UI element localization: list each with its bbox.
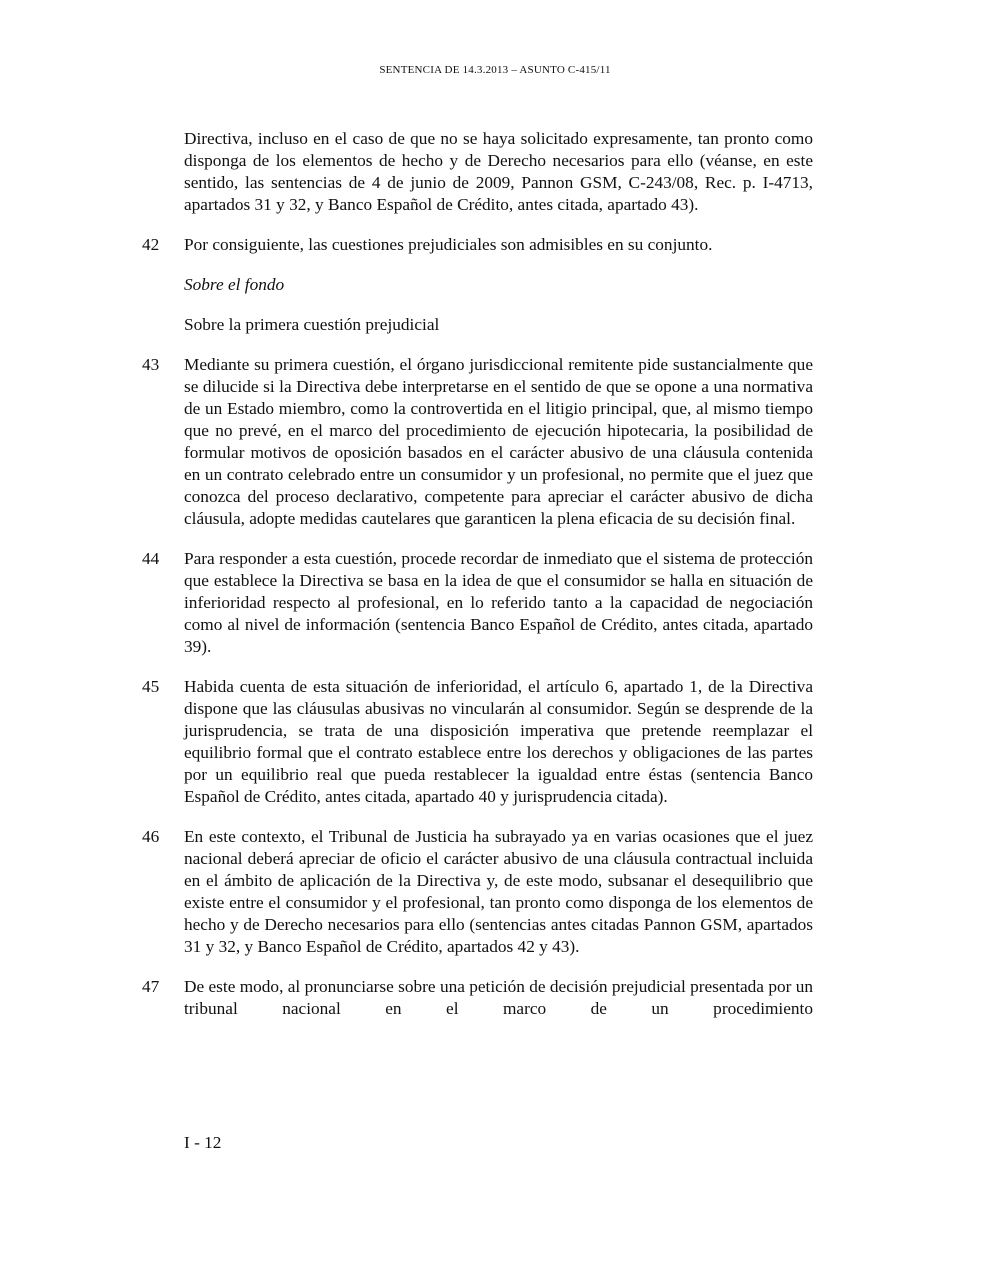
paragraph-43 [142,354,813,530]
paragraph-number: 46 [142,827,160,846]
paragraph-text: Directiva, incluso en el caso de que no se haya solicitado expresamente, tan pronto como disponga de los elementos de hecho y de Derecho necesarios para ello (véanse, en este sentido, las sentencias de 4 de junio de 2009, Pannon GSM, C-243/08, Rec. p. I-4713, apartados 31 y 32, y Banco Español de Crédito, antes citada, apartado 43). [184,129,813,214]
paragraph-continuation [184,128,813,216]
page-number: I - 12 [184,1133,222,1152]
paragraph-text: Para responder a esta cuestión, procede recordar de inmediato que el sistema de protección que establece la Directiva se basa en la idea de que el consumidor se halla en situación de inferioridad respecto al profesional, en lo referido tanto a la capacidad de negociación como al nivel de información (sentencia Banco Español de Crédito, antes citada, apartado 39). [184,549,813,656]
running-header: SENTENCIA DE 14.3.2013 – ASUNTO C-415/11 [379,64,611,76]
paragraph-45 [142,676,813,808]
document-body [142,128,813,1038]
paragraph-number: 45 [142,677,160,696]
paragraph-number: 47 [142,977,160,996]
paragraph-44 [142,548,813,658]
section-heading: Sobre el fondo [184,275,285,294]
paragraph-text: Por consiguiente, las cuestiones prejudiciales son admisibles en su conjunto. [184,235,713,254]
paragraph-number: 43 [142,355,160,374]
paragraph-46 [142,826,813,958]
paragraph-text: En este contexto, el Tribunal de Justicia ha subrayado ya en varias ocasiones que el juez nacional deberá apreciar de oficio el carácter abusivo de una cláusula contractual incluida en el ámbito de aplicación de la Directiva y, de este modo, subsanar el desequilibrio que existe entre el consumidor y el profesional, tan pronto como disponga de los elementos de hecho y de Derecho necesarios para ello (sentencias antes citadas Pannon GSM, apartados 31 y 32, y Banco Español de Crédito, apartados 42 y 43). [184,827,813,956]
paragraph-number: 44 [142,549,160,568]
paragraph-42 [142,234,813,256]
paragraph-text: Habida cuenta de esta situación de inferioridad, el artículo 6, apartado 1, de la Directiva dispone que las cláusulas abusivas no vincularán al consumidor. Según se desprende de la jurisprudencia, se trata de una disposición imperativa que pretende reemplazar el equilibrio formal que el contrato establece entre los derechos y obligaciones de las partes por un equilibrio real que pueda restablecer la igualdad entre éstas (sentencia Banco Español de Crédito, antes citada, apartado 40 y jurisprudencia citada). [184,677,813,806]
paragraph-text: Mediante su primera cuestión, el órgano jurisdiccional remitente pide sustancialmente que se dilucide si la Directiva debe interpretarse en el sentido de que se opone a una normativa de un Estado miembro, como la controvertida en el litigio principal, que, al mismo tiempo que no prevé, en el marco del procedimiento de ejecución hipotecaria, la posibilidad de formular motivos de oposición basados en el carácter abusivo de una cláusula contenida en un contrato celebrado entre un consumidor y un profesional, no permite que el juez que conozca del proceso declarativo, competente para apreciar el carácter abusivo de dicha cláusula, adopte medidas cautelares que garanticen la plena eficacia de su decisión final. [184,355,813,528]
paragraph-text: De este modo, al pronunciarse sobre una petición de decisión prejudicial presentada por un tribunal nacional en el marco de un procedimiento [184,977,813,1018]
paragraph-47 [142,976,813,1020]
paragraph-number: 42 [142,235,160,254]
subsection-heading: Sobre la primera cuestión prejudicial [184,315,440,334]
